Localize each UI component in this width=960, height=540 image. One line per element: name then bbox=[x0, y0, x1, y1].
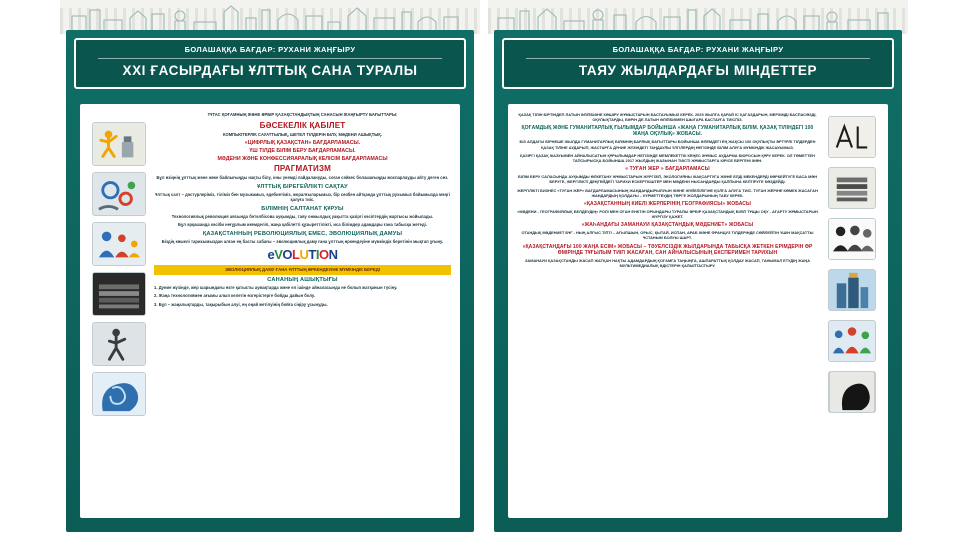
person-jumping-icon bbox=[92, 122, 146, 166]
section-heading-pragmatism: ПРАГМАТИЗМ bbox=[273, 164, 332, 174]
books-stack-icon bbox=[828, 167, 876, 209]
block-title-tugan-zher: « ТУҒАН ЖЕР » БАҒДАРЛАМАСЫ bbox=[625, 166, 710, 173]
poster-left-icon-column bbox=[86, 110, 152, 512]
block-latin-alphabet: ҚАЗАҚ ТІЛІН БІРТІНДЕП ЛАТЫН ӘЛІПБИІНЕ КӨШІРУ ЖҰМЫСТАРЫН БАСТАУЫМЫЗ КЕРЕК. 2025 ЖЫЛҒА ҚАРАЙ ІС ҚАҒАЗДАРЫН, МЕРЗІМДІ БАСПАСӨЗДІ, ОҚУЛЫҚТАРДЫ, БӘРІН ДЕ ЛАТЫН ӘЛІПБИІМЕН ШЫҒАРА БАСТАУҒА ТИІСПІЗ. bbox=[518, 112, 817, 123]
poster-right-body bbox=[494, 30, 902, 532]
section-body-evolution: Біздің көшелі тарихымыздан алған ең басты сабағы – эволюциялық даму ғана ұлттың өркендеуіне мүмкіндік беретінін мықтап ұғыну. bbox=[161, 238, 444, 244]
block-text-100-textbooks: БІЗ АЛДАҒЫ БІРНЕШЕ ЖЫЛДА ГУМАНИТАРЛЫҚ БІЛІМНІҢ БАРЛЫҚ БАҒЫТТАРЫ БОЙЫНША ӘЛЕМДЕГІ ЕҢ ЖАҚСЫ 100 ОҚУЛЫҚТЫ ӘРТҮРЛІ ТІЛДЕРДЕН ҚАЗАҚ ТІЛІНЕ АУДАРЫП, ЖАСТАРҒА ДҮНИЕ ЖҮЗІНДЕГІ ТАҢДАУЛЫ ҮЛГІЛЕРДІҢ НЕГІЗІНДЕ БІЛІМ АЛУҒА МҮМКІНДІК ЖАСАУЫМЫЗ. bbox=[519, 139, 816, 150]
poster-left-body bbox=[66, 30, 474, 532]
people-group-icon bbox=[828, 320, 876, 362]
poster-left-header bbox=[74, 38, 466, 89]
poster-right bbox=[488, 0, 908, 540]
poster-right-title: ТАЯУ ЖЫЛДАРДАҒЫ МІНДЕТТЕР bbox=[578, 63, 818, 79]
section-body-openness-2: 2. Жаңа технологиямен ағымы алып келетін өзгерістерге бойды дайын болу. bbox=[154, 293, 316, 299]
poster-left-subtitle: БОЛАШАҚҚА БАҒДАР: РУХАНИ ЖАҢҒЫРУ bbox=[184, 45, 356, 54]
poster-right-text-column bbox=[514, 110, 822, 512]
section-heading-identity: ҰЛТТЫҚ БІРЕГЕЙЛІКТІ САҚТАУ bbox=[257, 183, 348, 190]
evolution-wordmark: eVOLUTION bbox=[267, 247, 338, 263]
block-text-sacred-geography: «МӘДЕНИ - ГЕОГРАФИЯЛЫҚ БЕЛДЕУДІҢ» РОЛІ МЕН ОҒАН ЕНКТІН ОРЫНДАРЫ ТУРАЛЫ ӘРБІР ҚАЗАҚСТАНДЫҚ БІЛІП ТҰЩЫ ОҚУ - АҒАРТУ ЖҰМЫСТАРЫН ЖҮРГІЗУ ҚАЖЕТ. bbox=[517, 208, 818, 220]
header-divider bbox=[526, 58, 870, 59]
poster-right-subtitle: БОЛАШАҚҚА БАҒДАР: РУХАНИ ЖАҢҒЫРУ bbox=[612, 45, 784, 54]
poster-right-header bbox=[502, 38, 894, 89]
family-icon bbox=[92, 222, 146, 266]
poster-right-content bbox=[508, 104, 888, 518]
crowd-people-icon bbox=[828, 218, 876, 260]
latin-letters-icon bbox=[828, 116, 876, 158]
brain-head-icon bbox=[92, 372, 146, 416]
intro-text: ТҰТАС ҚОҒАМНЫҢ ЖӘНЕ ӘРБІР ҚАЗАҚСТАНДЫҚТЫҢ САНАСЫН ЖАҢҒЫРТУ БАҒЫТТАРЫ: bbox=[207, 112, 398, 117]
subhead-cultural-accord: МӘДЕНИ ЖӘНЕ КОНФЕССИЯАРАЛЫҚ КЕЛІСІМ БАҒДАРЛАМАСЫ bbox=[217, 156, 388, 163]
evolution-highlight-strip: ЭВОЛЮЦИЯЛЫҚ ДАМУ ҒАНА ҰЛТТЫҢ ӨРКЕНДЕУІНЕ МҮМКІНДІК БЕРЕДІ bbox=[154, 265, 451, 275]
section-body-knowledge-2: Бұл әрқашанда кәсіби неғұрлым икемделіп, жаңа қабілетті құзыреттілікті, иса білімдер адамдары ғана табысқа жетеді. bbox=[177, 222, 428, 228]
section-heading-competitiveness: БӘСЕКЕЛІК ҚАБІЛЕТ bbox=[259, 120, 346, 130]
skyline-decoration-right bbox=[488, 0, 908, 34]
block-title-100-new-faces: «ҚАЗАҚСТАНДАҒЫ 100 ЖАҢА ЕСІМ» ЖОБАСЫ – ТӘУЕЛСІЗДІК ЖЫЛДАРЫНДА ТАБЫСҚА ЖЕТКЕН ЕРІМДЕРІН ӨР ӨМІРІНДЕ ТҰҒЫЛЫМ ТИІП ЖАСАҒАН, САН АЙНАЛЫСЫНЫҢ ЕКСПЕРИМЕН ТАРИХЫН bbox=[522, 243, 813, 256]
poster-left-text-column bbox=[152, 110, 454, 512]
section-heading-openness: САНАНЫҢ АШЫҚТЫҒЫ bbox=[267, 276, 338, 283]
section-body-pragmatism: Бұл өзіңнің ұлттық және жеке байлығыңды нақты білу, оны үнемді пайдалануды, соған сәйкес болашағыңды жоспарлауды айту деген сөз. bbox=[156, 175, 449, 181]
section-body-openness-3: 3. Бұл – жаңалықтарды, тақырыбын алуі, ең оңай жетілуінің бойға сіңіру ұсынуды. bbox=[154, 301, 328, 307]
poster-left-title: XXI ҒАСЫРДАҒЫ ҰЛТТЫҚ САНА ТУРАЛЫ bbox=[122, 63, 418, 79]
poster-left bbox=[60, 0, 480, 540]
section-body-knowledge-1: Технологиялық революция аясында бәтәлбісова ауқымды, таяу онжылдық уақытта қазіргі кәсіптердің жартысы жойылады. bbox=[171, 213, 434, 219]
header-divider bbox=[98, 58, 442, 59]
monument-building-icon bbox=[828, 269, 876, 311]
section-body-identity: Ұлттық салт – дәстүрлеріміз, тіліміз бен музыкамыз, әдебиетіміз, жоралғыларымыз, бір сөзбен айтқанда ұлттық рухымыз бойымызда мәңгі қалуға тиіс. bbox=[155, 191, 450, 203]
skyline-decoration-left bbox=[60, 0, 480, 34]
subhead-trilingual-education: ҮШ ТІЛДЕ БІЛІМ БЕРУ БАҒДАРЛАМАСЫ. bbox=[249, 148, 356, 155]
head-silhouette-icon bbox=[828, 371, 876, 413]
block-text-tugan-zher: БІЛІМ БЕРУ САЛАСЫНДА АУҚЫМДЫ ӨЛКЕТАНУ ЖҰМЫСТАРЫН ЖҮРГІЗІП, ЭКОЛОГИЯНЫ ЖАҚСАРТУҒА ЖӘНЕ ЕЛДІ МЕКЕНДЕРДІ КӨРКЕЙТУГЕ БАСА МӘН БЕРУГЕ, ЖЕРГІЛІКТІ ДЕҢГЕЙДЕГІ ТАРИХИ ЕСКЕРТКІШТЕР МЕН МӘДЕНИ НЫСАНДАРДЫ ҚАЛПЫНА КЕЛТІРУГЕ КӨЗДЕЙДІ. bbox=[517, 174, 818, 185]
walking-man-icon bbox=[92, 322, 146, 366]
block-text-modern-culture: ОТАНДЫҚ МӘДЕНИЕТ БҰГ - НЫҢ АЛҒЫС ТІПТІ – АҒЫЛШЫН, ОРЫС, ҚЫТАЙ, ИСПАН, АРАБ ЖӘНЕ ФРАНЦУЗ ТІЛДЕРІНДЕ СӨЙЛЕЙТІН ҮШІН МАҚСАТТЫ ҰСТАНЫМ БОЛУЫ ШАРТ. bbox=[521, 230, 814, 241]
section-heading-knowledge: БІЛІМНІҢ САЛТАНАТ ҚҰРУЫ bbox=[261, 205, 344, 212]
block-text-100-new-faces: ЗАМАНАУИ ҚАЗАҚСТАНДЫ ЖАСАП ЖАТҚАН НАҚТЫ АДАМДАРДЫҢ ҚОҒАМҒА ТАҢЫҢҒА, АШПАРАТТЫҚ ҚОЛДАУ ЖАСАП, ТАНЫМАЛ ЕТУДІҢ ЖАҢА МУЛЬТИМЕДИАЛЫҚ ӘДІСТЕРІН ҚАЛЫПТАСТЫРУ. bbox=[524, 257, 811, 268]
gears-hands-icon bbox=[92, 172, 146, 216]
poster-left-content bbox=[80, 104, 460, 518]
section-body-openness-1: 1. Дүние жүзінде, жер шарындағы өзге қатысты аумақтарда және ел ішінде айналасында не болып жатқанын түсіну. bbox=[154, 284, 398, 290]
block-title-sacred-geography: «ҚАЗАҚСТАННЫҢ КИЕЛІ ЖЕРЛЕРІНІҢ ГЕОГРАФИЯСЫ» ЖОБАСЫ bbox=[583, 200, 752, 207]
poster-right-icon-column bbox=[822, 110, 882, 512]
section-body-competitiveness: КОМПЬЮТЕРЛІК САУАТТЫЛЫҚ, ШЕТЕЛ ТІЛДЕРІН БІЛУ, МӘДЕНИ АШЫҚТЫҚ. bbox=[222, 131, 383, 137]
block-title-100-textbooks: ҚОҒАМДЫҚ ЖӘНЕ ГУМАНИТАРЛЫҚ ҒЫЛЫМДАР БОЙЫНША «ЖАҢА ГУМАНИТАРЛЫҚ БІЛІМ. ҚАЗАҚ ТІЛІНДЕГІ 100 ЖАҢА ОҚУЛЫҚ» ЖОБАСЫ. bbox=[521, 125, 814, 138]
books-icon bbox=[92, 272, 146, 316]
block-title-modern-culture: «ЖАҺАНДАҒЫ ЗАМАНАУИ ҚАЗАҚСТАНДЫҚ МӘДЕНИЕТ» ЖОБАСЫ bbox=[581, 222, 754, 229]
block-text-local-business: ЖЕРГІЛІКТІ БИЗНЕС «ТУҒАН ЖЕР» БАҒДАРЛАМАСЫНЫҢ ЖАНДАНДЫРЫЛУЫН ЖӘНЕ ЖҮЙЕЛІЛІГІНЕ ҚОЛҒА АЛУҒА ТИІС. ТУҒАН ЖЕРІНЕ КӨМЕК ЖАСАҒАН ЖАНДАРДЫҢ ҚОЛДАУЫ – КҮРМЕТТЕУДІҢ ТӨРГЕ ЖОЛДАРЫНЫҢ ТАБУ КЕРЕК. bbox=[517, 187, 818, 198]
subhead-digital-kazakhstan: «ЦИФРЛЫҚ ҚАЗАҚСТАН» БАҒДАРЛАМАСЫ. bbox=[244, 140, 361, 147]
section-heading-evolution: ҚАЗАҚСТАННЫҢ РЕВОЛЮЦИЯЛЫҚ ЕМЕС, ЭВОЛЮЦИЯЛЫҚ ДАМУЫ bbox=[202, 230, 403, 237]
block-translation-bureau: ҚАЗІРГІ ҚАЗАҚ ЖАЗУЫМЕН АЙНАЛЫСАТЫН ҚҰРЫЛЫМДАР НЕГІЗІНДЕ МЕМЛЕКЕТТІК КЕҢЕС ЖҰМЫС АУДАРМА БЮРОСЫН ҚҰРУ КЕРЕК. ОЛ ТӨМЕТТЕН ТАПСЫРЫСҚА БОЙЫНША 2017 ЖЫЛДЫҢ ЖАЗЫНАН ТИІСТІ ЖҰМЫСТАРҒА КІРІСЕ БЕРГЕНІ ЖӨН. bbox=[520, 152, 815, 163]
